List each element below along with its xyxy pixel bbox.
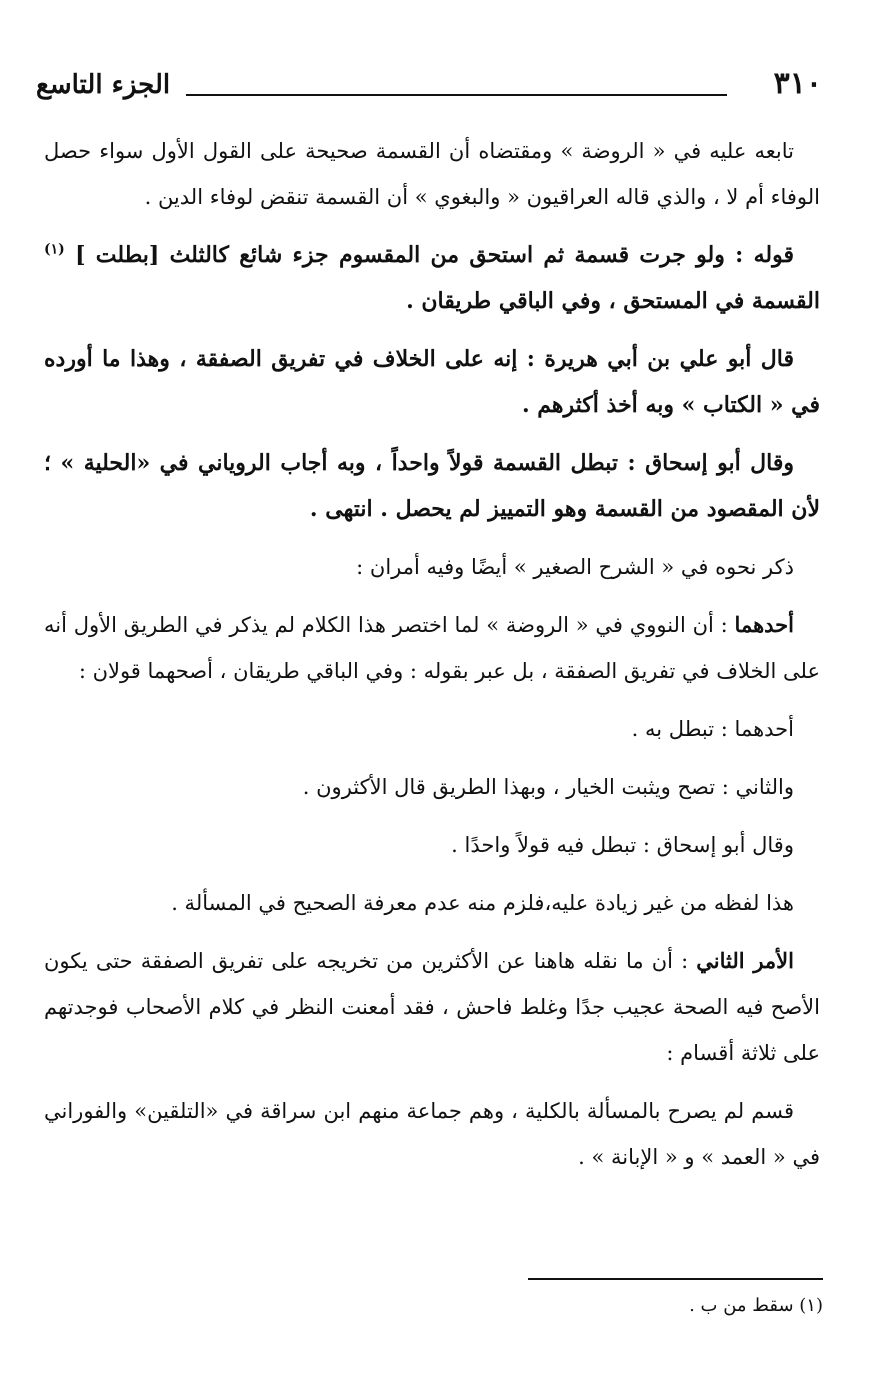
paragraph-11 (44, 938, 820, 1076)
paragraph-8: والثاني : تصح ويثبت الخيار ، وبهذا الطريق قال الأكثرون . (302, 775, 794, 799)
paragraph-11-lead: الأمر الثاني (696, 948, 794, 973)
paragraph-6-text: : أن النووي في « الروضة » لما اختصر هذا الكلام لم يذكر في الطريق الأول أنه على الخلاف في تفريق الصفقة ، بل عبر بقوله : وفي الباقي طريقان ، أصحهما قولان : (44, 613, 820, 683)
quote-text: قوله : ولو جرت قسمة ثم استحق من المقسوم جزء شائع كالثلث [بطلت ] (75, 242, 794, 268)
paragraph-6-lead: أحدهما (734, 612, 794, 637)
paragraph-6 (44, 602, 820, 694)
quote-text-rest: القسمة في المستحق ، وفي الباقي طريقان . (406, 288, 820, 314)
page-body (44, 128, 820, 1192)
paragraph-5: ذكر نحوه في « الشرح الصغير » أيضًا وفيه أمران : (356, 555, 794, 579)
paragraph-1: تابعه عليه في « الروضة » ومقتضاه أن القسمة صحيحة على القول الأول سواء حصل الوفاء أم لا ، والذي قاله العراقيون « والبغوي » أن القسمة تنقض لوفاء الدين . (44, 139, 820, 209)
footnote-rule (528, 1278, 823, 1280)
paragraph-9: وقال أبو إسحاق : تبطل فيه قولاً واحدًا . (451, 833, 794, 857)
paragraph-12: قسم لم يصرح بالمسألة بالكلية ، وهم جماعة منهم ابن سراقة في «التلقين» والفوراني في « العمد » و « الإبانة » . (44, 1099, 820, 1169)
footnote-ref: (١) (44, 241, 65, 258)
running-title: الجزء التاسع (36, 70, 171, 100)
paragraph-7: أحدهما : تبطل به . (631, 717, 794, 741)
paragraph-11-text: : أن ما نقله هاهنا عن الأكثرين من تخريجه على تفريق الصفقة حتى يكون الأصح فيه الصحة عجيب جدًا وغلط فاحش ، فقد أمعنت النظر في كلام الأصحاب فوجدتهم على ثلاثة أقسام : (44, 949, 820, 1065)
footnote: (١) سقط من ب . (689, 1295, 823, 1316)
page-number: ٣١٠ (773, 66, 822, 101)
paragraph-2-quote (44, 232, 820, 324)
page-header (36, 66, 822, 114)
paragraph-10: هذا لفظه من غير زيادة عليه،فلزم منه عدم معرفة الصحيح في المسألة . (171, 891, 794, 915)
paragraph-3: قال أبو علي بن أبي هريرة : إنه على الخلاف في تفريق الصفقة ، وهذا ما أورده في « الكتاب » وبه أخذ أكثرهم . (44, 346, 820, 418)
paragraph-4: وقال أبو إسحاق : تبطل القسمة قولاً واحداً ، وبه أجاب الروياني في «الحلية » ؛ لأن المقصود من القسمة وهو التمييز لم يحصل . انتهى . (44, 450, 820, 522)
header-rule (186, 94, 727, 96)
